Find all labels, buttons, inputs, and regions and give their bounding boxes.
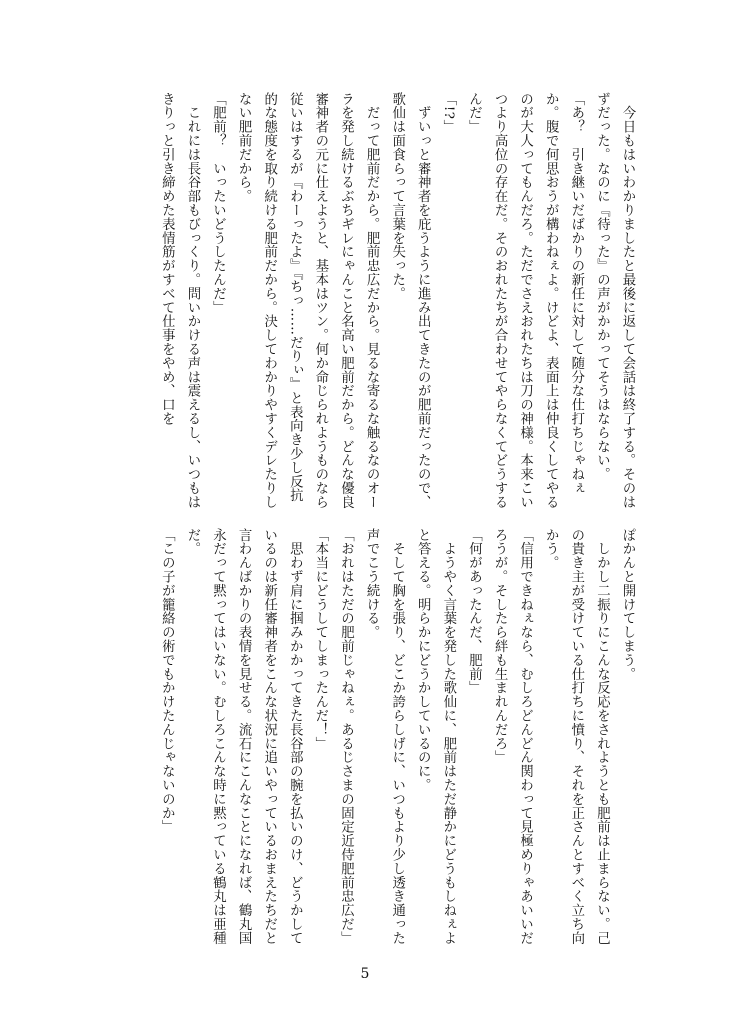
paragraph: 「肥前？ いったいどうしたんだ」 xyxy=(210,92,226,315)
paragraph: だって肥前だから。肥前忠広だから。見るな寄るな触るなのオーラを発し続けるぶちギレにゃんこと名高い肥前だから。どんな優良審神者の元に仕えようと、基本はツン。何か命じられようものなら従いはするが『わーったよ』『ちっ……だりぃ』と表向き少し反抗的な態度を取り続ける肥前だから。決してわかりやすくデレたりしない肥前だから。 xyxy=(236,92,380,509)
paragraph: ぽかんと開けてしまう。 xyxy=(620,528,635,681)
page-number: 5 xyxy=(360,966,370,982)
paragraph: 「何があったんだ、肥前」 xyxy=(466,528,482,695)
paragraph: 今日もはいわかりましたと最後に返して会話は終了する。そのはずだった。なのに『待った』の声がかかってそうはならない。 xyxy=(594,92,635,509)
paragraph: そして胸を張り、どこか誇らしげに、いつもより少し透き通った声でこう続ける。 xyxy=(364,528,405,945)
paragraph: 「あ？ 引き継いだばかりの新任に対して随分な仕打ちじゃねぇか。腹で何思おうが構わねぇよ。けどよ、表面上は仲良くしてやるのが大人ってもんだろ。ただでさえおれたちは刀の神様。本来こいつより高位の存在だ。そのおれたちが合わせてやらなくてどうするんだ」 xyxy=(466,92,584,509)
paragraph: ようやく言葉を発した歌仙に、肥前はただ静かにどうもしねぇよと答える。明らかにどうかしているのに。 xyxy=(415,528,456,945)
paragraph: しかし二振りにこんな反応をされようとも肥前は止まらない。己の貴き主が受けている仕打ちに憤り、それを正さんとすべく立ち向かう。 xyxy=(543,528,610,945)
paragraph: 思わず肩に掴みかかってきた長谷部の腕を払いのけ、どうかしているのは新任審神者をこんな状況に追いやっているおまえたちだと言わんばかりの表情を見せる。流石にこんなことになれば、鶴丸国永だって黙ってはいない。むしろこんな時に黙っている鶴丸は亜種だ。 xyxy=(184,528,303,945)
paragraph: 「!?」 xyxy=(440,92,456,134)
upper-text-block xyxy=(80,92,640,512)
paragraph: ずいっと審神者を庇うように進み出てきたのが肥前だったので、歌仙は面食らって言葉を失った。 xyxy=(389,92,431,509)
lower-text-block xyxy=(80,528,640,948)
paragraph: 「おれはただの肥前じゃねぇ。あるじさまの固定近侍肥前忠広だ」 xyxy=(338,528,354,945)
paragraph: これには長谷部もびっくり。問いかける声は震えるし、いつもはきりっと引き締めた表情筋がすべて仕事をやめ、口を xyxy=(159,92,200,509)
paragraph: 「この子が籠絡の術でもかけたんじゃないのか」 xyxy=(159,528,175,834)
paragraph: 「信用できねぇなら、むしろどんどん関わって見極めりゃあいいだろうが。そしたら絆も生まれんだろ」 xyxy=(492,528,533,945)
paragraph: 「本当にどうしてしまったんだ！」 xyxy=(312,528,328,751)
